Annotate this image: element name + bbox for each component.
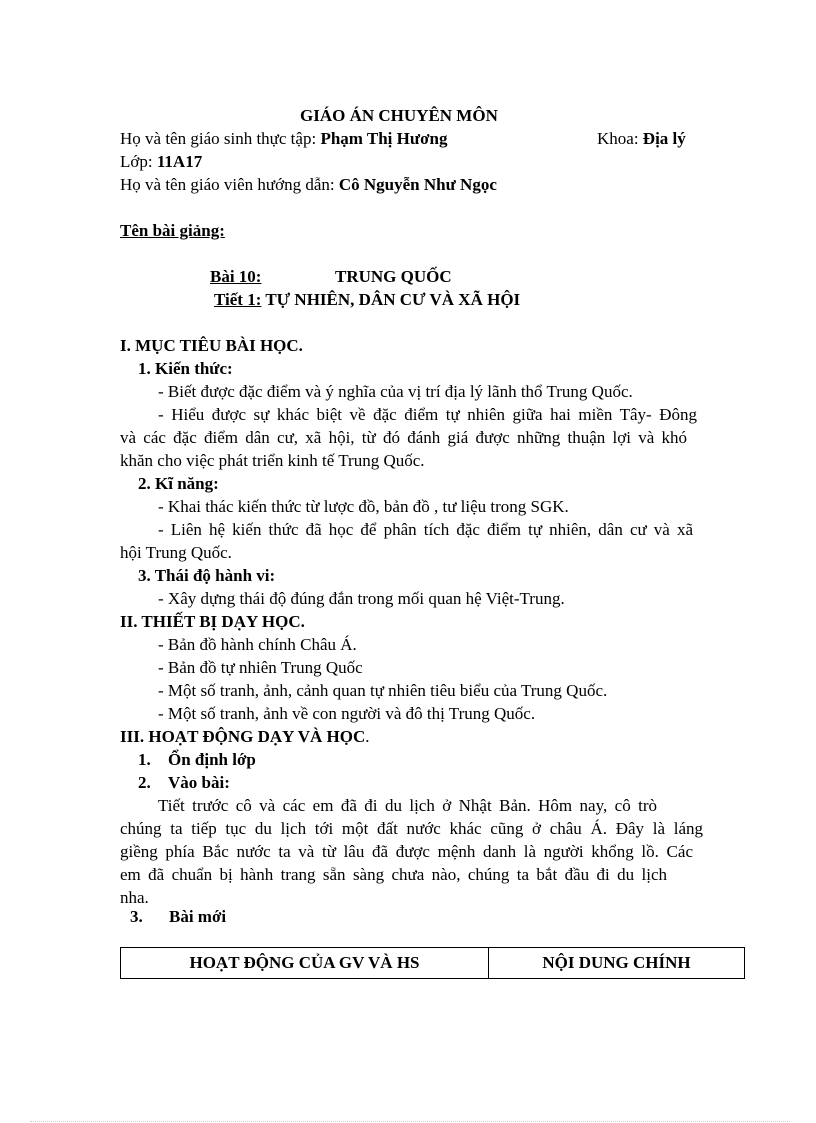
student-line (120, 127, 447, 150)
step-3-label: Bài mới (169, 907, 227, 926)
section-1-title: I. MỤC TIÊU BÀI HỌC. (120, 336, 303, 355)
teacher-label: Họ và tên giáo viên hướng dẫn: (120, 175, 339, 194)
intro-line-1: Tiết trước cô và các em đã đi du lịch ở Nhật Bản. Hôm nay, cô trò (158, 796, 657, 815)
table-header-content: NỘI DUNG CHÍNH (489, 948, 745, 979)
class-value: 11A17 (156, 152, 203, 171)
period-name: TỰ NHIÊN, DÂN CƯ VÀ XÃ HỘI (261, 290, 521, 309)
table-header-activities: HOẠT ĐỘNG CỦA GV VÀ HS (121, 948, 489, 979)
teacher-name: Cô Nguyễn Như Ngọc (338, 175, 497, 194)
step-3-number: 3. (130, 907, 143, 926)
table-header-row (121, 948, 745, 979)
faculty-line (597, 127, 686, 150)
period-number: Tiết 1: (214, 290, 262, 309)
teacher-line (120, 173, 497, 196)
equipment-item-4: - Một số tranh, ảnh về con người và đô thị Trung Quốc. (158, 704, 536, 723)
equipment-item-1: - Bản đồ hành chính Châu Á. (158, 635, 357, 654)
intro-line-5: nha. (120, 888, 149, 907)
section-2-title: II. THIẾT BỊ DẠY HỌC. (120, 612, 305, 631)
knowledge-item-2-line-3: khăn cho việc phát triển kinh tế Trung Quốc. (120, 451, 425, 470)
equipment-item-3: - Một số tranh, ảnh, cảnh quan tự nhiên tiêu biểu của Trung Quốc. (158, 681, 608, 700)
lesson-name: TRUNG QUỐC (335, 267, 452, 286)
step-1-label: Ổn định lớp (168, 750, 256, 769)
skills-item-2-line-2: hội Trung Quốc. (120, 543, 232, 562)
student-label: Họ và tên giáo sinh thực tập: (120, 129, 321, 148)
faculty-label: Khoa: (597, 129, 643, 148)
skills-title: 2. Kĩ năng: (138, 474, 219, 493)
attitude-item-1: - Xây dựng thái độ đúng đắn trong mối quan hệ Việt-Trung. (158, 589, 565, 608)
section-3-title-period: . (365, 727, 370, 746)
equipment-item-2: - Bản đồ tự nhiên Trung Quốc (158, 658, 363, 677)
step-1-number: 1. (138, 750, 151, 769)
document-title: GIÁO ÁN CHUYÊN MÔN (300, 106, 498, 125)
class-label: Lớp: (120, 152, 157, 171)
knowledge-item-2-line-2: và các đặc điểm dân cư, xã hội, từ đó đánh giá được những thuận lợi và khó (120, 428, 687, 447)
knowledge-item-2-line-1: - Hiểu được sự khác biệt về đặc điểm tự nhiên giữa hai miền Tây- Đông (158, 405, 697, 424)
lesson-heading: Tên bài giảng: (120, 221, 225, 240)
period-line (214, 288, 520, 311)
attitude-title: 3. Thái độ hành vi: (138, 566, 276, 585)
lesson-number: Bài 10: (210, 267, 262, 286)
section-3-title (120, 725, 370, 748)
class-line (120, 150, 202, 173)
section-3-title-text: III. HOẠT ĐỘNG DẠY VÀ HỌC (120, 727, 366, 746)
intro-line-3: giềng phía Bắc nước ta và từ lâu đã được mệnh danh là người khổng lồ. Các (120, 842, 693, 861)
knowledge-item-1: - Biết được đặc điểm và ý nghĩa của vị trí địa lý lãnh thổ Trung Quốc. (158, 382, 633, 401)
faculty-value: Địa lý (642, 129, 686, 148)
step-2-number: 2. (138, 773, 151, 792)
skills-item-1: - Khai thác kiến thức từ lược đồ, bản đồ , tư liệu trong SGK. (158, 497, 569, 516)
step-2-label: Vào bài: (168, 773, 230, 792)
intro-line-4: em đã chuẩn bị hành trang sẵn sàng chưa nào, chúng ta bắt đầu đi du lịch (120, 865, 667, 884)
page-bottom-divider (30, 1121, 790, 1122)
knowledge-title: 1. Kiến thức: (138, 359, 233, 378)
student-name: Phạm Thị Hương (320, 129, 448, 148)
activity-table (120, 947, 745, 979)
intro-line-2: chúng ta tiếp tục du lịch tới một đất nước khác cũng ở châu Á. Đây là láng (120, 819, 703, 838)
skills-item-2-line-1: - Liên hệ kiến thức đã học để phân tích đặc điểm tự nhiên, dân cư và xã (158, 520, 693, 539)
